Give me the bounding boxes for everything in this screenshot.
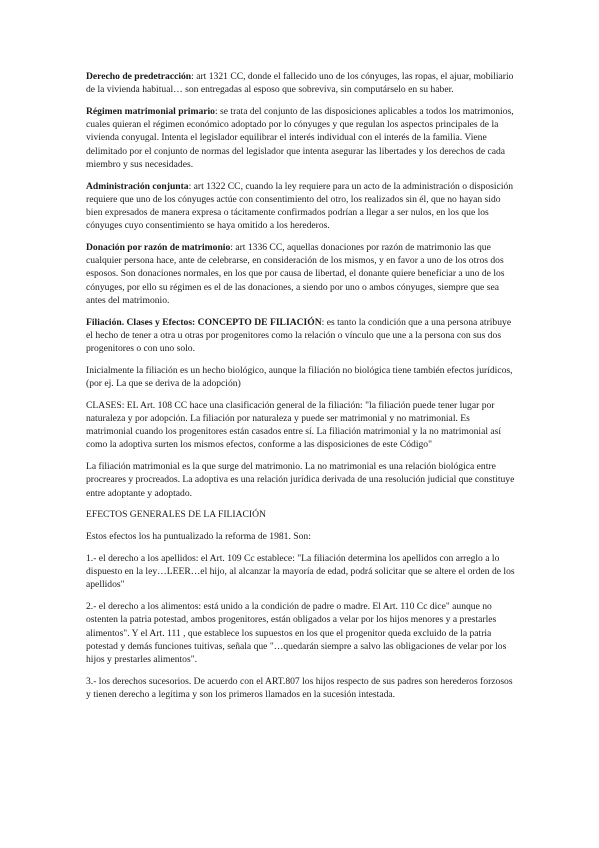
paragraph-text: Estos efectos los ha puntualizado la reforma de 1981. Son: — [86, 531, 311, 543]
paragraph-text: 1.- el derecho a los apellidos: el Art. 109 Cc establece: "La filiación determina los apellidos con arreglo a lo dispuesto en la ley…LEER…el hijo, al alcanzar la mayoría de edad, podrá solicitar que se altere el orden de los apellidos" — [86, 553, 515, 591]
paragraph-text: : se trata del conjunto de las disposiciones aplicables a todos los matrimonios, cuales quieran el régimen económico adoptado por lo cónyuges y que regulan los aspectos principales de la vivienda conyugal. Intenta el legislador equilibrar el interés individual con el interés de la familia. Viene delimitado por el conjunto de normas del legislador que intenta asegurar las libertades y los derechos de cada miembro y sus necesidades. — [86, 106, 514, 170]
paragraph-text: : art 1322 CC, cuando la ley requiere para un acto de la administración o disposición requiere que uno de los cónyuges actúe con consentimiento del otro, los realizados sin él, que no hayan sido bien expresados de manera expresa o tácitamente confirmados podrían a llegar a ser nulos, en los que los cónyuges cuyo consentimiento se haya omitido a los herederos. — [86, 180, 514, 232]
section-heading-efectos — [86, 508, 515, 521]
list-item-sucesorios — [86, 675, 515, 701]
paragraph-tipos-filiacion — [86, 460, 515, 500]
paragraph-text: 3.- los derechos sucesorios. De acuerdo con el ART.807 los hijos respecto de sus padres son herederos forzosos y tienen derecho a legítima y son los primeros llamados en la sucesión intestada. — [86, 675, 513, 701]
term-heading: Derecho de predetracción — [86, 71, 192, 82]
paragraph-text: CLASES: EL Art. 108 CC hace una clasificación general de la filiación: "la filiación puede tener lugar por naturaleza y por adopción. La filiación por naturaleza y puede ser matrimonial y no matrimonial. Es matrimonial cuando los progenitores están casados entre sí. La filiación matrimonial y la no matrimonial así como la adoptiva surten los mismos efectos, conforme a las disposiciones de este Código" — [86, 399, 502, 451]
list-item-apellidos — [86, 552, 515, 592]
paragraph-text: 2.- el derecho a los alimentos: está unido a la condición de padre o madre. El Art. 110 Cc dice" aunque no ostenten la patria potestad, ambos progenitores, están obligados a velar por los hijos menores y a prestarles alimentos". Y el Art. 111 , que establece los supuestos en los que el progenitor queda excluido de la patria potestad y demás funciones tuitivas, señala que "…quedarán siempre a salvo las obligaciones de velar por los hijos y prestarles alimentos". — [86, 601, 507, 666]
list-item-alimentos — [86, 600, 515, 666]
paragraph-reforma — [86, 530, 515, 543]
paragraph-regimen-primario — [86, 105, 515, 171]
paragraph-predetraccion — [86, 70, 515, 96]
term-heading: Donación por razón de matrimonio — [86, 242, 231, 254]
term-heading: Régimen matrimonial primario — [86, 106, 215, 117]
paragraph-filiacion — [86, 316, 515, 356]
paragraph-text: : art 1321 CC, donde el fallecido uno de los cónyuges, las ropas, el ajuar, mobiliario de la vivienda habitual… son entregadas al esposo que sobreviva, sin computárselo en su haber. — [86, 71, 514, 96]
paragraph-text: : es tanto la condición que a una persona atribuye el hecho de tener a otra u otras por progenitores como la relación o vínculo que une a la persona con sus dos progenitores o con uno solo. — [86, 316, 512, 355]
paragraph-hecho-biologico — [86, 364, 515, 390]
term-heading: Filiación. Clases y Efectos: CONCEPTO DE FILIACIÓN — [86, 316, 322, 328]
paragraph-text: EFECTOS GENERALES DE LA FILIACIÓN — [86, 509, 266, 521]
paragraph-text: Inicialmente la filiación es un hecho biológico, aunque la filiación no biológica tiene también efectos jurídicos, (por ej. La que se deriva de la adopción) — [86, 364, 513, 390]
paragraph-donacion — [86, 241, 515, 307]
paragraph-clases — [86, 399, 515, 452]
term-heading: Administración conjunta — [86, 180, 189, 192]
paragraph-administracion-conjunta — [86, 180, 515, 233]
paragraph-text: : art 1336 CC, aquellas donaciones por razón de matrimonio las que cualquier persona hace, ante de celebrarse, en consideración de los mismos, y en favor a uno de los otros dos esposos. Son donaciones normales, en los que por causa de libertad, el donante quiere beneficiar a uno de los cónyuges, por ello su régimen es el de las donaciones, a siendo por uno o ambos cónyuges, siempre que sea antes del matrimonio. — [86, 242, 505, 306]
paragraph-text: La filiación matrimonial es la que surge del matrimonio. La no matrimonial es una relación biológica entre procreares y procreados. La adoptiva es una relación jurídica derivada de una resolución judicial que constituye entre adoptante y adoptado. — [86, 461, 515, 499]
